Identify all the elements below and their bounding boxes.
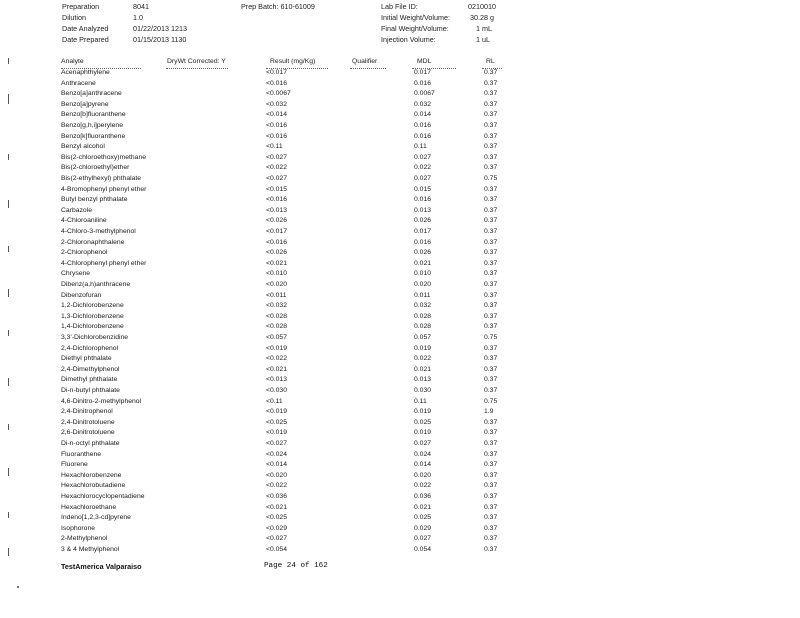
rl-cell: 0.37 [484, 344, 498, 352]
analyte-cell: 3 & 4 Methylphenol [61, 546, 120, 553]
rl-cell: 0.37 [484, 111, 498, 119]
table-row [0, 441, 800, 452]
analyte-cell: 4,6-Dinitro-2-methylphenol [61, 397, 142, 405]
rl-cell: 0.37 [484, 79, 498, 87]
mdl-cell: 0.017 [414, 69, 432, 76]
result-cell: <0.021 [266, 365, 287, 373]
margin-mark [8, 94, 9, 104]
result-cell: <0.027 [266, 535, 287, 543]
analyte-cell: Hexachloroethane [61, 503, 117, 511]
lab-file-label: Lab File ID: [381, 2, 418, 11]
rl-cell: 0.37 [484, 185, 498, 193]
analyte-cell: 2,4-Dichlorophenol [61, 344, 119, 352]
company-name: TestAmerica Valparaiso [61, 562, 142, 571]
mdl-cell: 0.024 [414, 450, 432, 458]
analyte-cell: 4-Chlorophenyl phenyl ether [61, 259, 147, 267]
mdl-cell: 0.11 [414, 397, 427, 405]
mdl-cell: 0.014 [414, 461, 432, 469]
analyte-cell: Hexachlorobutadiene [61, 482, 126, 490]
analyte-cell: Fluorene [61, 461, 88, 469]
table-row [0, 356, 800, 367]
analyte-cell: 2-Chloronaphthalene [61, 238, 125, 246]
rl-cell: 0.37 [484, 514, 498, 522]
analyte-cell: 4-Chloro-3-methylphenol [61, 228, 136, 235]
analyzed-label: Date Analyzed [62, 24, 109, 33]
mdl-cell: 0.054 [414, 546, 432, 553]
table-row [0, 70, 800, 81]
mdl-cell: 0.016 [414, 238, 432, 246]
result-cell: <0.026 [266, 249, 287, 257]
mdl-cell: 0.021 [414, 365, 432, 373]
analyte-cell: Di-n-octyl phthalate [61, 440, 120, 447]
rl-cell: 0.37 [484, 471, 498, 479]
analyte-cell: 4-Bromophenyl phenyl ether [61, 185, 147, 193]
rl-cell: 0.37 [484, 249, 498, 257]
rl-cell: 0.37 [484, 69, 498, 76]
rl-cell: 0.37 [484, 302, 498, 310]
table-row [0, 420, 800, 431]
mdl-cell: 0.014 [414, 111, 432, 119]
analyte-cell: Indeno[1,2,3-cd]pyrene [61, 514, 131, 522]
margin-mark [8, 330, 9, 336]
rl-cell: 0.37 [484, 196, 498, 204]
mdl-cell: 0.017 [414, 228, 432, 235]
margin-mark [8, 378, 9, 386]
result-cell: <0.022 [266, 482, 287, 490]
analyte-cell: Dibenzofuran [61, 291, 102, 299]
prep-batch: Prep Batch: 610-61009 [241, 2, 315, 11]
rl-cell: 0.75 [484, 175, 498, 182]
table-row [0, 91, 800, 102]
table-row [0, 367, 800, 378]
analyte-cell: Fluoranthene [61, 450, 102, 458]
col-mdl: MDL [417, 58, 432, 65]
analyte-cell: 2,4-Dinitrotoluene [61, 418, 115, 426]
table-row [0, 494, 800, 505]
analyte-cell: 2,4-Dimethylphenol [61, 365, 120, 373]
result-cell: <0.025 [266, 514, 287, 522]
result-cell: <0.024 [266, 450, 287, 458]
result-cell: <0.019 [266, 429, 287, 437]
rl-cell: 0.37 [484, 291, 498, 299]
mdl-cell: 0.057 [414, 334, 432, 341]
rl-cell: 0.37 [484, 387, 498, 394]
rule-dry-wt [166, 68, 228, 69]
rl-cell: 0.37 [484, 429, 498, 437]
dilution-value: 1.0 [133, 13, 143, 22]
mdl-cell: 0.026 [414, 249, 432, 257]
analyte-cell: 2,4-Dinitrophenol [61, 408, 113, 416]
analyte-cell: 1,3-Dichlorobenzene [61, 312, 124, 320]
result-cell: <0.026 [266, 217, 287, 225]
mdl-cell: 0.027 [414, 153, 432, 161]
dilution-label: Dilution [62, 13, 86, 22]
table-row [0, 134, 800, 145]
analyte-cell: Benzo[a]anthracene [61, 90, 122, 98]
rl-cell: 0.37 [484, 238, 498, 246]
analyte-cell: 2-Methylphenol [61, 535, 108, 543]
rl-cell: 0.37 [484, 100, 498, 108]
mdl-cell: 0.036 [414, 493, 432, 500]
mdl-cell: 0.015 [414, 185, 432, 193]
result-cell: <0.017 [266, 69, 287, 76]
initial-weight-value: 30.28 g [470, 13, 494, 22]
table-row [0, 377, 800, 388]
result-cell: <0.017 [266, 228, 287, 235]
mdl-cell: 0.032 [414, 302, 432, 310]
initial-weight-label: Initial Weight/Volume: [381, 13, 450, 22]
rl-cell: 1.9 [484, 408, 494, 416]
table-row [0, 452, 800, 463]
result-cell: <0.11 [266, 143, 283, 151]
table-row [0, 261, 800, 272]
margin-mark [8, 512, 9, 518]
rl-cell: 0.37 [484, 365, 498, 373]
mdl-cell: 0.016 [414, 196, 432, 204]
table-row [0, 335, 800, 346]
table-row [0, 399, 800, 410]
table-row [0, 515, 800, 526]
rl-cell: 0.37 [484, 228, 498, 235]
analyte-cell: Anthracene [61, 79, 96, 87]
rl-cell: 0.37 [484, 355, 498, 363]
table-row [0, 536, 800, 547]
analyte-cell: 4-Chloroaniline [61, 217, 107, 225]
rl-cell: 0.37 [484, 323, 498, 331]
analyte-cell: 2,6-Dinitrotoluene [61, 429, 115, 437]
mdl-cell: 0.013 [414, 376, 432, 384]
rl-cell: 0.37 [484, 418, 498, 426]
mdl-cell: 0.11 [414, 143, 427, 151]
result-cell: <0.022 [266, 355, 287, 363]
analyte-cell: 3,3'-Dichlorobenzidine [61, 334, 129, 341]
scan-speck [17, 586, 19, 588]
table-row [0, 282, 800, 293]
rl-cell: 0.75 [484, 397, 498, 405]
result-cell: <0.027 [266, 153, 287, 161]
mdl-cell: 0.022 [414, 482, 432, 490]
result-cell: <0.027 [266, 440, 287, 447]
rl-cell: 0.37 [484, 90, 498, 98]
prepared-value: 01/15/2013 1130 [133, 35, 187, 44]
rl-cell: 0.37 [484, 493, 498, 500]
col-dry-wt: DryWt Corrected: Y [167, 58, 226, 65]
result-cell: <0.021 [266, 259, 287, 267]
rl-cell: 0.37 [484, 164, 498, 172]
rl-cell: 0.37 [484, 461, 498, 469]
injection-label: Injection Volume: [381, 35, 436, 44]
col-rl: RL [486, 58, 495, 65]
rl-cell: 0.37 [484, 524, 498, 532]
result-cell: <0.057 [266, 334, 287, 341]
mdl-cell: 0.028 [414, 323, 432, 331]
mdl-cell: 0.025 [414, 514, 432, 522]
injection-value: 1 uL [476, 35, 490, 44]
mdl-cell: 0.016 [414, 79, 432, 87]
rl-cell: 0.37 [484, 217, 498, 225]
analyte-cell: Benzo[g,h,i]perylene [61, 122, 123, 129]
mdl-cell: 0.029 [414, 524, 432, 532]
mdl-cell: 0.027 [414, 440, 432, 447]
mdl-cell: 0.032 [414, 100, 432, 108]
mdl-cell: 0.011 [414, 291, 431, 299]
result-cell: <0.016 [266, 122, 287, 129]
rl-cell: 0.37 [484, 281, 498, 288]
analyte-cell: Benzo[a]pyrene [61, 100, 109, 108]
rl-cell: 0.37 [484, 440, 498, 447]
result-cell: <0.011 [266, 291, 287, 299]
analyte-cell: Dimethyl phthalate [61, 376, 118, 384]
analyte-cell: 1,2-Dichlorobenzene [61, 302, 124, 310]
result-cell: <0.014 [266, 111, 287, 119]
result-cell: <0.025 [266, 418, 287, 426]
mdl-cell: 0.021 [414, 259, 432, 267]
table-row [0, 176, 800, 187]
mdl-cell: 0.019 [414, 344, 432, 352]
rl-cell: 0.37 [484, 376, 498, 384]
col-result: Result (mg/Kg) [270, 58, 316, 65]
margin-mark [8, 424, 9, 430]
margin-mark [8, 58, 9, 64]
result-cell: <0.027 [266, 175, 287, 182]
mdl-cell: 0.013 [414, 206, 432, 214]
analyte-cell: Benzyl alcohol [61, 143, 105, 151]
analyte-cell: Benzo[b]fluoranthene [61, 111, 126, 119]
result-cell: <0.016 [266, 238, 287, 246]
result-cell: <0.020 [266, 281, 287, 288]
prepared-label: Date Prepared [62, 35, 109, 44]
rl-cell: 0.37 [484, 503, 498, 511]
final-weight-value: 1 mL [476, 24, 492, 33]
analyte-cell: Chrysene [61, 270, 91, 278]
table-row [0, 346, 800, 357]
final-weight-label: Final Weight/Volume: [381, 24, 449, 33]
result-cell: <0.016 [266, 132, 287, 140]
result-cell: <0.030 [266, 387, 287, 394]
result-cell: <0.020 [266, 471, 287, 479]
analyte-cell: Acenaphthylene [61, 69, 110, 76]
col-analyte: Analyte [61, 58, 84, 65]
margin-mark [8, 154, 9, 160]
rl-cell: 0.37 [484, 206, 498, 214]
analyte-cell: Dibenz(a,h)anthracene [61, 281, 131, 288]
analyte-cell: Bis(2-ethylhexyl) phthalate [61, 175, 142, 182]
mdl-cell: 0.025 [414, 418, 432, 426]
rl-cell: 0.37 [484, 270, 498, 278]
result-cell: <0.054 [266, 546, 287, 553]
mdl-cell: 0.026 [414, 217, 432, 225]
result-cell: <0.021 [266, 503, 287, 511]
table-row [0, 526, 800, 537]
mdl-cell: 0.030 [414, 387, 432, 394]
result-cell: <0.028 [266, 312, 287, 320]
mdl-cell: 0.021 [414, 503, 432, 511]
analyte-cell: 1,4-Dichlorobenzene [61, 323, 124, 331]
rule-qualifier [350, 68, 386, 69]
margin-mark [8, 200, 9, 208]
margin-mark [8, 246, 9, 252]
rl-cell: 0.37 [484, 122, 498, 129]
analyte-cell: Hexachlorocyclopentadiene [61, 493, 145, 500]
rl-cell: 0.37 [484, 482, 498, 490]
mdl-cell: 0.022 [414, 355, 432, 363]
analyte-cell: Hexachlorobenzene [61, 471, 122, 479]
result-cell: <0.11 [266, 397, 283, 405]
result-cell: <0.019 [266, 408, 287, 416]
table-row [0, 208, 800, 219]
rl-cell: 0.37 [484, 259, 498, 267]
rl-cell: 0.37 [484, 143, 498, 151]
analyte-cell: Bis(2-chloroethyl)ether [61, 164, 130, 172]
mdl-cell: 0.0067 [414, 90, 435, 98]
mdl-cell: 0.020 [414, 471, 432, 479]
rl-cell: 0.37 [484, 450, 498, 458]
mdl-cell: 0.028 [414, 312, 432, 320]
table-row [0, 430, 800, 441]
mdl-cell: 0.010 [414, 270, 432, 278]
mdl-cell: 0.027 [414, 175, 432, 182]
table-row [0, 123, 800, 134]
result-cell: <0.028 [266, 323, 287, 331]
result-cell: <0.036 [266, 493, 287, 500]
margin-mark [8, 468, 9, 476]
mdl-cell: 0.020 [414, 281, 432, 288]
mdl-cell: 0.016 [414, 132, 432, 140]
margin-mark [8, 548, 9, 556]
analyte-cell: Butyl benzyl phthalate [61, 196, 128, 204]
result-cell: <0.019 [266, 344, 287, 352]
result-cell: <0.014 [266, 461, 287, 469]
rl-cell: 0.37 [484, 153, 498, 161]
result-cell: <0.022 [266, 164, 287, 172]
result-cell: <0.029 [266, 524, 287, 532]
analyte-cell: Isophorone [61, 524, 96, 532]
result-cell: <0.016 [266, 196, 287, 204]
prep-value: 8041 [133, 2, 149, 11]
analyte-cell: 2-Chlorophenol [61, 249, 108, 257]
analyte-cell: Carbazole [61, 206, 92, 214]
col-qualifier: Qualifier [352, 58, 378, 65]
result-cell: <0.010 [266, 270, 287, 278]
rl-cell: 0.37 [484, 546, 498, 553]
result-cell: <0.013 [266, 376, 287, 384]
result-cell: <0.016 [266, 79, 287, 87]
analyte-cell: Benzo[k]fluoranthene [61, 132, 126, 140]
table-row [0, 409, 800, 420]
page-number: Page 24 of 162 [264, 562, 328, 570]
result-cell: <0.032 [266, 302, 287, 310]
mdl-cell: 0.019 [414, 429, 432, 437]
prep-label: Preparation [62, 2, 100, 11]
result-cell: <0.013 [266, 206, 287, 214]
rl-cell: 0.75 [484, 334, 498, 341]
mdl-cell: 0.022 [414, 164, 432, 172]
rl-cell: 0.37 [484, 312, 498, 320]
mdl-cell: 0.027 [414, 535, 432, 543]
mdl-cell: 0.016 [414, 122, 432, 129]
table-row [0, 240, 800, 251]
rl-cell: 0.37 [484, 132, 498, 140]
mdl-cell: 0.019 [414, 408, 432, 416]
table-row [0, 388, 800, 399]
analyte-cell: Diethyl phthalate [61, 355, 112, 363]
lab-file-value: 0210010 [468, 2, 496, 11]
analyte-cell: Di-n-butyl phthalate [61, 387, 120, 394]
result-cell: <0.0067 [266, 90, 291, 98]
analyte-cell: Bis(2-chloroethoxy)methane [61, 153, 147, 161]
result-cell: <0.015 [266, 185, 287, 193]
table-row [0, 547, 800, 558]
analyzed-value: 01/22/2013 1213 [133, 24, 187, 33]
result-cell: <0.032 [266, 100, 287, 108]
rl-cell: 0.37 [484, 535, 498, 543]
table-row [0, 229, 800, 240]
table-row [0, 197, 800, 208]
margin-mark [8, 289, 9, 297]
